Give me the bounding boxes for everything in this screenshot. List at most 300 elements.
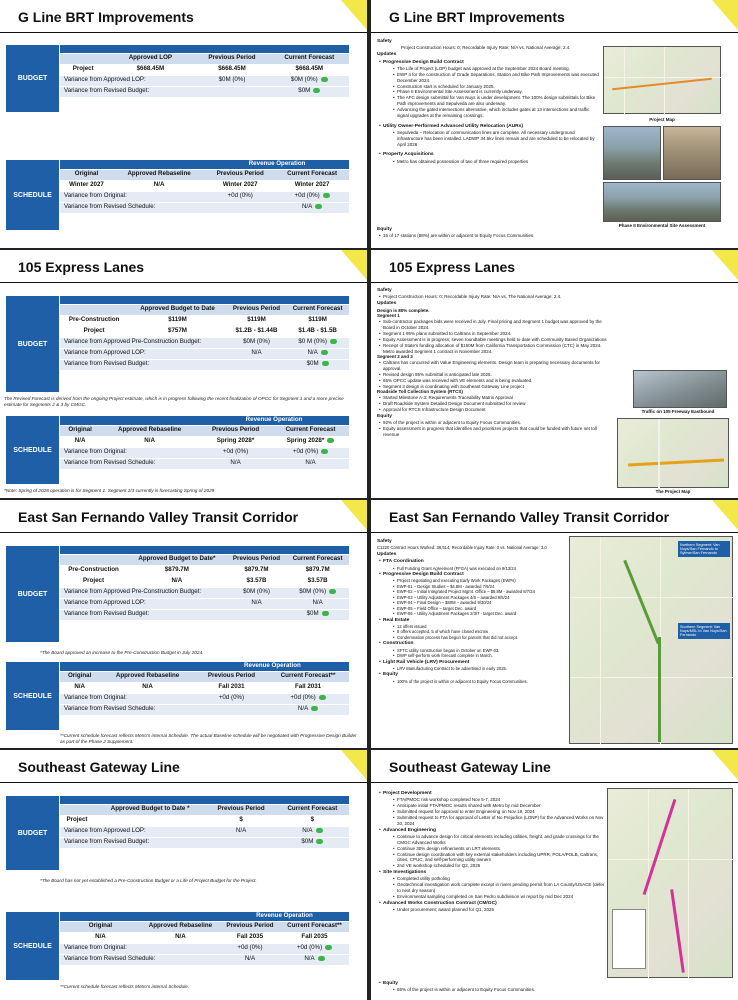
table-row [60, 912, 349, 921]
table-cell: Variance from Revised Budget: [60, 359, 227, 370]
table-cell: Fall 2031 [267, 682, 349, 693]
table-row [60, 180, 349, 191]
status-green-icon [321, 77, 328, 82]
table-cell: +0d (0%) [267, 693, 349, 704]
table-cell: Previous Period [220, 921, 280, 932]
table-cell: $1.4B - $1.5B [286, 326, 349, 337]
table-cell [194, 86, 269, 97]
schedule-note: *Note: Spring of 2028 operation is for Segment 1. Segment 2/3 currently is forecasting Spring of 2029 [4, 488, 215, 493]
horizontal-divider [0, 248, 738, 250]
table-cell: Revenue Operation [205, 160, 349, 169]
table-cell: $0M (0%) [270, 75, 349, 86]
slide-segl-updates [371, 750, 738, 998]
table-cell: $119M [227, 315, 287, 326]
table-cell: Current Forecast [276, 804, 349, 815]
table-row [60, 326, 349, 337]
slide-esfv-budget [0, 500, 367, 748]
list-item: • 100% of the project is within or adjacent to Equity Focus Communities. [397, 679, 571, 684]
table-cell: Variance from Revised Schedule: [60, 458, 199, 469]
status-green-icon [322, 361, 329, 366]
table-row [60, 359, 349, 370]
table-cell: N/A [280, 954, 349, 965]
photo-caption: Phase II Environmental Site Assessment [618, 223, 706, 228]
schedule-table [60, 912, 349, 966]
table-cell: N/A [286, 348, 349, 359]
schedule-label: SCHEDULE [6, 160, 59, 230]
table-row [60, 662, 349, 671]
list-item: • Under procurement; award planned for Q1, 2025 [397, 907, 605, 913]
table-cell: $ [206, 815, 275, 826]
table-row [60, 546, 349, 554]
table-cell: $879.7M [227, 565, 287, 576]
slide-g-line-budget [0, 0, 367, 248]
status-green-icon [319, 695, 326, 700]
table-cell: N/A [272, 458, 349, 469]
slide-title: East San Fernando Valley Transit Corridor [371, 500, 738, 533]
table-cell: $879.7M [286, 565, 349, 576]
list-item: • Equity assessment in progress that identifies and prioritizes projects that could be funded with future net toll revenue [383, 426, 613, 438]
list-item: • Segment 3 design is coordinating with Southeast Gateway Line project [383, 384, 613, 390]
table-band [60, 45, 349, 53]
vertical-divider [367, 0, 371, 1000]
list-item: • Progressive Design Build Contract [383, 60, 599, 66]
budget-label: BUDGET [6, 546, 59, 642]
table-cell: Fall 2031 [196, 682, 267, 693]
site-photo-3 [603, 182, 721, 222]
list-item: • Continue 30% design refinements on LRT elements [397, 846, 605, 852]
schedule-table [60, 160, 349, 214]
table-row [60, 932, 349, 943]
status-green-icon [313, 88, 320, 93]
list-item: Segment 2 and 3 [377, 354, 413, 360]
table-cell [205, 202, 275, 213]
table-cell: Variance from Original: [60, 693, 196, 704]
budget-note: The Revised Forecast is derived from the ongoing Project estimate, which is in progress following the recent finalization of OPCC for Segment 1 and a more precise estimate for Segments 2 & 3 by CMGC. [4, 396, 344, 407]
table-row [60, 304, 349, 315]
table-cell: $0M [276, 837, 349, 848]
table-cell: Revenue Operation [196, 662, 349, 671]
list-item: • Caltrans has concurred with Value Engineering elements. Design team is preparing necessary documents for approval. [383, 360, 613, 372]
table-row [60, 826, 349, 837]
table-cell [94, 815, 206, 826]
line-map-image [607, 788, 733, 978]
table-cell: $3.57B [227, 576, 287, 587]
table-row [60, 576, 349, 587]
table-cell: Pre-Construction [60, 315, 128, 326]
table-cell: $757M [128, 326, 226, 337]
list-item: • Sepulveda – Relocation of communication lines are complete. All necessary underground infrastructure has been installed. LADWP 34.5kv lines remain and are scheduled to be relocated by April 2026 [397, 130, 599, 148]
list-item: • EWP-02 – Initial Integrated Project Mgmt. Office – $8.8M - awarded 8/7/24 [397, 589, 571, 594]
list-item: • SFTC utility construction began in October on EWP-03. [397, 648, 571, 653]
budget-label: BUDGET [6, 296, 59, 392]
table-cell: $3.57B [286, 576, 349, 587]
table-cell: Previous Period [196, 671, 267, 682]
table-cell: N/A [286, 598, 349, 609]
table-cell: Winter 2027 [205, 180, 275, 191]
slide-title: G Line BRT Improvements [371, 0, 738, 33]
table-cell: $0M (0%) [286, 587, 349, 598]
table-cell: $0 M (0%) [286, 337, 349, 348]
list-item: Safety [377, 288, 392, 293]
list-item: • The AFC design submittal for Van Nuys is under development. The 100% design submittals for Bike Path improvements and Sepulveda are also underway. [397, 95, 599, 107]
table-cell [227, 609, 287, 620]
schedule-note: **Current schedule forecast reflects Metro's internal Schedule. [60, 984, 190, 989]
table-cell: $ [276, 815, 349, 826]
table-cell: Previous Period [206, 804, 275, 815]
list-item: • DWP self-perform work forecast complete in March. [397, 653, 571, 658]
slide-105-updates [371, 250, 738, 498]
budget-table [60, 546, 349, 621]
horizontal-divider [0, 748, 738, 750]
list-item: • FTA Coordination [383, 559, 571, 565]
map-caption: Project Map [649, 117, 675, 122]
list-item: • Advanced Works Construction Contract (CM/GC) [383, 901, 605, 907]
table-cell [60, 546, 349, 554]
list-item: • Approval for RTCS Infrastructure Design Document [383, 407, 613, 413]
list-item: Segment 1 [377, 313, 400, 319]
table-cell: Fall 2035 [280, 932, 349, 943]
table-cell: N/A [113, 180, 205, 191]
table-cell: Revenue Operation [220, 912, 349, 921]
schedule-table [60, 662, 349, 716]
table-cell: Project [60, 815, 94, 826]
list-item: • EWP-05 – Field Office – target Dec. award [397, 606, 571, 611]
table-cell: Current Forecast [286, 304, 349, 315]
table-cell: $119M [286, 315, 349, 326]
table-cell: Variance from Original: [60, 447, 199, 458]
table-row [60, 609, 349, 620]
list-item: • Continue design coordination with key external stakeholders including UPRR, POLA/POLB, Caltrans, cities, CPUC, and self-performing utility owners [397, 852, 605, 864]
corridor-map-image [569, 536, 733, 744]
list-item: • 15 of 17 stations (88%) are within or adjacent to Equity Focus Communities. [383, 233, 707, 239]
table-cell [141, 943, 220, 954]
list-item: Equity [377, 227, 392, 232]
table-cell: Approved Rebaseline [113, 169, 205, 180]
list-item: • 2nd VE workshop scheduled for Q2, 2025 [397, 863, 605, 869]
table-cell: Pre-Construction [60, 565, 127, 576]
slide-105-budget [0, 250, 367, 498]
table-cell: $1.2B - $1.44B [227, 326, 287, 337]
table-cell: Variance from Revised Schedule: [60, 202, 205, 213]
list-item: • EWP-01 – Design Studies – $4.8M - awarded 7/9/24 [397, 584, 571, 589]
table-cell: Previous Period [227, 554, 287, 565]
budget-label: BUDGET [6, 796, 59, 870]
table-cell: $668.45M [270, 64, 349, 75]
table-row [60, 587, 349, 598]
table-cell: N/A [141, 932, 220, 943]
table-cell [100, 416, 199, 425]
table-cell: $879.7M [127, 565, 227, 576]
table-cell: Variance from Approved LOP: [60, 598, 227, 609]
traffic-photo [633, 370, 727, 408]
table-cell: Spring 2028* [272, 436, 349, 447]
table-cell: Fall 2035 [220, 932, 280, 943]
table-cell: Approved Rebaseline [141, 921, 220, 932]
table-cell: Project [60, 326, 128, 337]
table-cell: Current Forecast** [280, 921, 349, 932]
table-cell: Previous Period [205, 169, 275, 180]
slide-title: 105 Express Lanes [0, 250, 367, 283]
table-cell: Project [60, 64, 106, 75]
map-label-north: Northern Segment: Van Nuys/San Fernando to Sylmar/San Fernando [678, 541, 730, 557]
table-cell: N/A [227, 348, 287, 359]
list-item: • Construction start is scheduled for January 2025. [397, 84, 599, 90]
table-cell: Variance from Revised Budget: [60, 86, 194, 97]
table-cell: Previous Period [199, 425, 272, 436]
table-cell: N/A [199, 458, 272, 469]
table-cell: N/A [206, 826, 275, 837]
updates-text [377, 538, 571, 684]
slide-title: Southeast Gateway Line [0, 750, 367, 783]
list-item: • Equity [383, 981, 717, 987]
slide-title: G Line BRT Improvements [0, 0, 367, 33]
table-cell: Project [60, 576, 127, 587]
table-cell: Variance from Original: [60, 943, 141, 954]
status-green-icon [329, 589, 336, 594]
table-row [60, 565, 349, 576]
slide-title: East San Fernando Valley Transit Corridor [0, 500, 367, 533]
list-item: • Receipt of State's funding allocation of $150M from California Transportation Commission (CTC) in May 2024. Metro awarded Segment 1 contract in November 2024. [383, 343, 613, 355]
status-green-icon [315, 204, 322, 209]
table-cell [60, 554, 127, 565]
table-cell: Previous Period [194, 53, 269, 64]
table-cell [60, 796, 349, 804]
list-item: C1220 Contract Hours Worked: 36,514; Recordable Injury Rate: 0 vs. National Average: 3.0 [377, 545, 547, 551]
table-cell: N/A [60, 682, 99, 693]
status-green-icon [321, 350, 328, 355]
list-item: • Equity [383, 672, 571, 678]
table-row [60, 458, 349, 469]
slide-esfv-updates [371, 500, 738, 748]
table-cell: +0d (0%) [275, 191, 349, 202]
list-item: • Real Estate [383, 618, 571, 624]
map-label-south: Southern Segment: Van Nuys/MSL to Van Nuys/San Fernando [678, 623, 730, 639]
table-cell: Approved Budget to Date [128, 304, 226, 315]
list-item: • Started Milestone A-3: Requirements Traceability Matrix Approval [383, 395, 613, 401]
table-cell: $0M [286, 359, 349, 370]
table-cell: +0d (0%) [196, 693, 267, 704]
table-cell [113, 160, 205, 169]
list-item: • EWP-06 – Utility Adjustment Packages 2/3/7 - target Dec. award [397, 611, 571, 616]
table-cell: N/A [275, 202, 349, 213]
status-green-icon [316, 839, 323, 844]
table-row [60, 425, 349, 436]
table-row [60, 954, 349, 965]
table-row [60, 436, 349, 447]
list-item: • 65% of the project is within or adjacent to Equity Focus Communities. [397, 987, 717, 993]
table-cell: Variance from Revised Budget: [60, 609, 227, 620]
table-row [60, 348, 349, 359]
schedule-note: **Current schedule forecast reflects Metro's internal Schedule. The actual Baseline schedule will be negotiated with Progressive Design Builder as part of the Phase 2 Supplement. [60, 733, 357, 744]
list-item: • Construction [383, 641, 571, 647]
table-cell: Variance from Approved Pre-Construction Budget: [60, 337, 227, 348]
list-item: • Metro has obtained possession of two of three required properties [397, 159, 599, 165]
list-item: • EWP-04 – Final Design – $80M – awarded 9/30/24 [397, 600, 571, 605]
list-item: • Segment 1 95% plans submitted to Caltrans in September 2024. [383, 331, 613, 337]
table-cell [141, 912, 220, 921]
table-cell: +0d (0%) [199, 447, 272, 458]
list-item: • Project Development [383, 791, 605, 797]
table-cell [60, 662, 99, 671]
list-item: • Submitted request to FTA for approval of Letter of No Prejudice (LONP) for the Advanced Works on Nov 20, 2024 [397, 815, 605, 827]
table-cell: Current Forecast [272, 425, 349, 436]
table-cell: Approved LOP [106, 53, 194, 64]
table-cell: Original [60, 671, 99, 682]
site-photo-2 [663, 126, 721, 180]
table-row [60, 337, 349, 348]
list-item: • Environmental sampling completed on San Pedro subdivision w/ report by mid Dec 2024 [397, 894, 605, 900]
slide-title: 105 Express Lanes [371, 250, 738, 283]
table-cell: N/A [220, 954, 280, 965]
map-legend [612, 909, 646, 969]
table-cell: Approved Budget to Date* [127, 554, 227, 565]
table-cell [60, 160, 113, 169]
table-row [60, 160, 349, 169]
table-cell: Revenue Operation [199, 416, 349, 425]
table-cell [60, 304, 128, 315]
table-row [60, 202, 349, 213]
table-cell: N/A [100, 436, 199, 447]
table-row [60, 671, 349, 682]
status-green-icon [321, 449, 328, 454]
table-cell: Variance from Revised Schedule: [60, 704, 196, 715]
table-row [60, 447, 349, 458]
list-item: • 92% of the project is within or adjacent to Equity Focus Communities. [383, 420, 613, 426]
table-cell: N/A [127, 576, 227, 587]
slide-title: Southeast Gateway Line [371, 750, 738, 783]
list-item: • Phase II Environmental Site Assessment is currently underway. [397, 89, 599, 95]
list-item: Safety [377, 539, 392, 544]
table-cell: Winter 2027 [275, 180, 349, 191]
list-item: Roadside Toll Collection System (RTCS) [377, 389, 463, 395]
table-row [60, 598, 349, 609]
table-cell [60, 912, 141, 921]
table-row [60, 86, 349, 97]
table-cell [196, 704, 267, 715]
table-cell: N/A [267, 704, 349, 715]
table-header [60, 53, 349, 64]
table-cell: Variance from Approved Pre-Construction Budget: [60, 587, 227, 598]
list-item: • FTA/PMOC risk workshop completed Nov 5-7, 2024 [397, 797, 605, 803]
list-item: • Advancing the gated intersections alternative, which includes gates at 13 intersections and traffic signal upgrades at the remaining crossings. [397, 107, 599, 119]
status-green-icon [318, 956, 325, 961]
updates-text [377, 38, 599, 165]
budget-note: *The Board has not yet established a Pre-Construction Budget or a Life of Project Budget for the Project. [40, 878, 257, 883]
table-cell: +0d (0%) [272, 447, 349, 458]
table-cell: N/A [60, 436, 100, 447]
table-cell: Variance from Original: [60, 191, 205, 202]
updates-text [377, 790, 605, 913]
table-cell: Approved Budget to Date * [94, 804, 206, 815]
slide-segl-budget [0, 750, 367, 998]
table-cell: Spring 2028* [199, 436, 272, 447]
table-cell [60, 296, 349, 304]
list-item: Equity [377, 413, 392, 419]
table-cell: Original [60, 169, 113, 180]
status-green-icon [330, 339, 337, 344]
table-cell: $119M [128, 315, 226, 326]
table-row [60, 416, 349, 425]
table-row [60, 682, 349, 693]
table-cell: $668.45M [106, 64, 194, 75]
list-item: • Project negotiating and executing Early Work Packages (EWPs) [397, 578, 571, 583]
table-cell [60, 804, 94, 815]
table-cell: N/A [276, 826, 349, 837]
list-item: Updates [377, 301, 397, 307]
status-green-icon [322, 611, 329, 616]
list-item: • Sub-contractor packages bids were received in July. Final pricing and Segment 1 budget was approved by the Board in October 2024. [383, 319, 613, 331]
updates-text [377, 287, 613, 438]
list-item: • Anticipate initial FTA/PMOC results shared with Metro by mid December [397, 803, 605, 809]
table-cell: Current Forecast [286, 554, 349, 565]
table-cell: Variance from Approved LOP: [60, 75, 194, 86]
budget-note: *The Board approved an increase to the Pre-Construction Budget in July 2024. [40, 650, 204, 655]
list-item: • Geotechnical investigation work complete except in rivers pending permit from LA County/USACE (defer to next dry season) [397, 882, 605, 894]
table-cell [206, 837, 275, 848]
status-green-icon [325, 945, 332, 950]
table-cell: Approved Rebaseline [100, 425, 199, 436]
table-cell: Winter 2027 [60, 180, 113, 191]
list-item: • Draft Roadside System Detailed Design Document submitted for review [383, 401, 613, 407]
table-cell: N/A [60, 932, 141, 943]
table-cell: $0M [286, 609, 349, 620]
table-cell: $0M (0%) [227, 587, 287, 598]
map-caption: The Project Map [655, 489, 691, 494]
list-item: • Advanced Engineering [383, 828, 605, 834]
list-item: • Property Acquisitions [383, 152, 599, 158]
table-row [60, 64, 349, 75]
list-item: • Light Rail Vehicle (LRV) Procurement [383, 660, 571, 666]
table-cell [60, 416, 100, 425]
budget-label: BUDGET [6, 45, 59, 112]
table-row [60, 921, 349, 932]
list-item: • EWP 4 for the construction of Grade Separations, Station and Bike Path Improvements was executed December 2024. [397, 72, 599, 84]
table-cell: $668.45M [194, 64, 269, 75]
budget-table [60, 45, 349, 98]
list-item: • Continue to advance design for critical elements including utilities, freight, and grade crossings for the CMGC Advanced Works [397, 834, 605, 846]
list-item: Updates [377, 52, 397, 58]
list-item: • Submitted request for approval to enter Engineering on Nov 19, 2024 [397, 809, 605, 815]
budget-table [60, 796, 349, 849]
list-item: • Full Funding Grant Agreement (FFGA) was executed on 9/13/24 [397, 566, 571, 571]
status-green-icon [316, 828, 323, 833]
table-cell: N/A [99, 682, 196, 693]
table-cell: Current Forecast [270, 53, 349, 64]
table-cell [227, 359, 287, 370]
list-item: • Condemnation process has begun for parcels that did not accept. [397, 635, 571, 640]
slide-g-line-updates [371, 0, 738, 248]
table-row [60, 804, 349, 815]
schedule-label: SCHEDULE [6, 912, 59, 980]
table-row [60, 837, 349, 848]
table-cell: +0d (0%) [220, 943, 280, 954]
table-cell: Current Forecast [275, 169, 349, 180]
table-row [60, 169, 349, 180]
schedule-label: SCHEDULE [6, 416, 59, 484]
list-item: • Equity Assessment is in progress; seven roundtable meetings held to date with Community Based Organizations [383, 337, 613, 343]
list-item: • Completed utility potholing [397, 876, 605, 882]
list-item: Design is 80% complete. [377, 307, 430, 313]
table-cell [60, 45, 349, 53]
table-cell: Current Forecast** [267, 671, 349, 682]
table-row [60, 75, 349, 86]
table-cell: Previous Period [227, 304, 287, 315]
table-cell: N/A [227, 598, 287, 609]
photo-caption: Traffic on 105 Freeway Eastbound [641, 409, 715, 414]
list-item: Safety [377, 39, 392, 44]
table-row [60, 191, 349, 202]
list-item: • Utility Owner-Performed Advanced Utility Relocation (AURs) [383, 124, 599, 130]
